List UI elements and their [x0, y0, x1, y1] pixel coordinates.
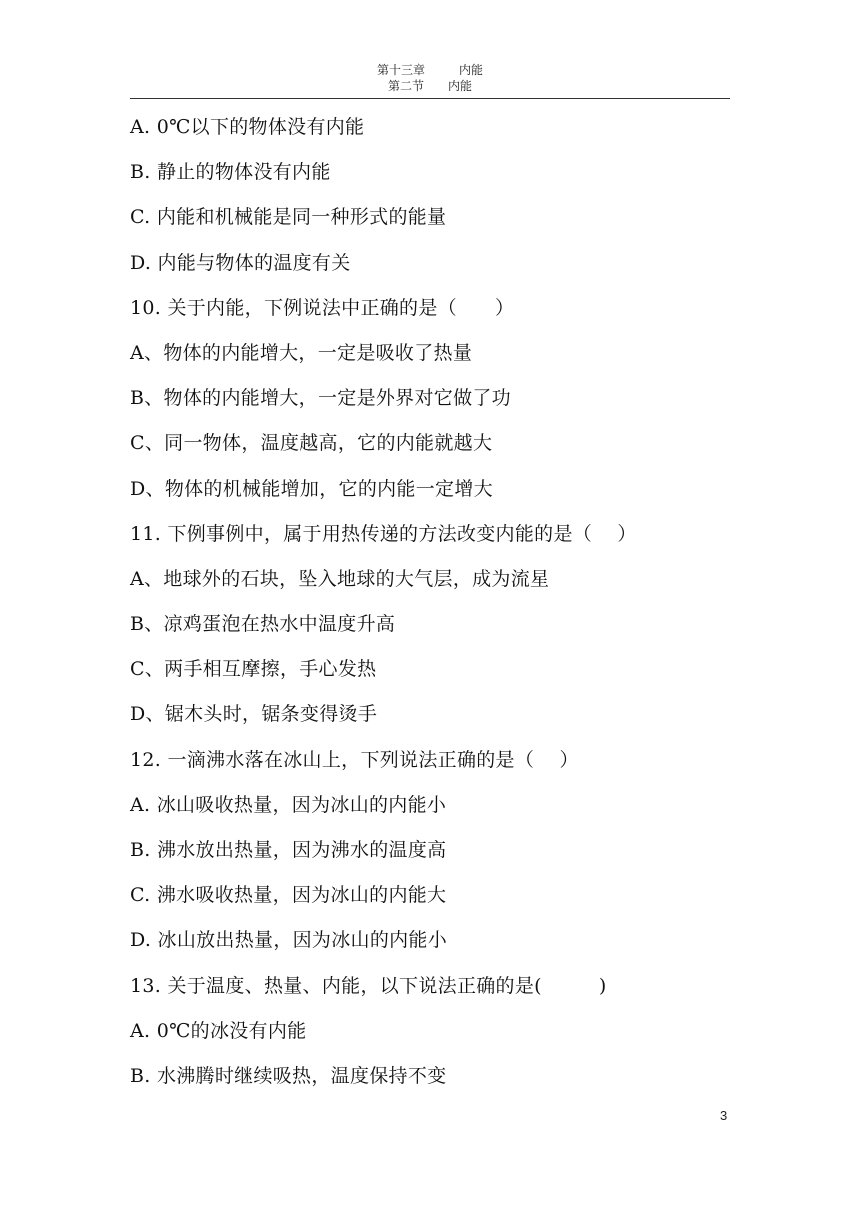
answer-option: B. 沸水放出热量，因为沸水的温度高 [130, 839, 447, 861]
question-stem: 12. 一滴沸水落在冰山上，下列说法正确的是（ ） [130, 748, 579, 771]
answer-option: A. 0℃的冰没有内能 [130, 1019, 307, 1042]
answer-option: A. 0℃以下的物体没有内能 [130, 116, 365, 138]
answer-option: A. 冰山吸收热量，因为冰山的内能小 [130, 793, 447, 816]
answer-option: D、物体的机械能增加，它的内能一定增大 [130, 477, 493, 500]
header-chapter: 第十三章 [376, 63, 425, 77]
header-section-title: 内能 [448, 79, 473, 93]
answer-option: D、锯木头时，锯条变得烫手 [130, 703, 378, 726]
header-section-line [0, 78, 860, 94]
header-rule [130, 98, 730, 99]
answer-option: A、地球外的石块，坠入地球的大气层，成为流星 [130, 567, 550, 590]
header-chapter-title: 内能 [459, 63, 484, 77]
header-chapter-line [0, 62, 860, 78]
answer-option: C、同一物体，温度越高，它的内能就越大 [130, 432, 493, 455]
answer-option: B、物体的内能增大，一定是外界对它做了功 [130, 387, 511, 410]
answer-option: C. 内能和机械能是同一种形式的能量 [130, 206, 447, 229]
answer-option: D. 冰山放出热量，因为冰山的内能小 [130, 929, 448, 952]
answer-option: D. 内能与物体的温度有关 [130, 251, 351, 274]
answer-option: B. 静止的物体没有内能 [130, 161, 331, 184]
answer-option: C. 沸水吸收热量，因为冰山的内能大 [130, 884, 447, 907]
page-number: 3 [720, 1108, 728, 1123]
answer-option: B、凉鸡蛋泡在热水中温度升高 [130, 613, 396, 636]
question-stem: 11. 下例事例中，属于用热传递的方法改变内能的是（ ） [130, 522, 637, 545]
page-header [0, 62, 860, 94]
document-body [130, 112, 750, 1106]
header-section: 第二节 [387, 79, 424, 93]
answer-option: A、物体的内能增大，一定是吸收了热量 [130, 341, 473, 364]
answer-option: B. 水沸腾时继续吸热，温度保持不变 [130, 1064, 447, 1087]
answer-option: C、两手相互摩擦，手心发热 [130, 658, 377, 681]
question-stem: 10. 关于内能，下例说法中正确的是（ ） [130, 296, 515, 319]
question-stem: 13. 关于温度、热量、内能，以下说法正确的是( ) [130, 974, 607, 997]
